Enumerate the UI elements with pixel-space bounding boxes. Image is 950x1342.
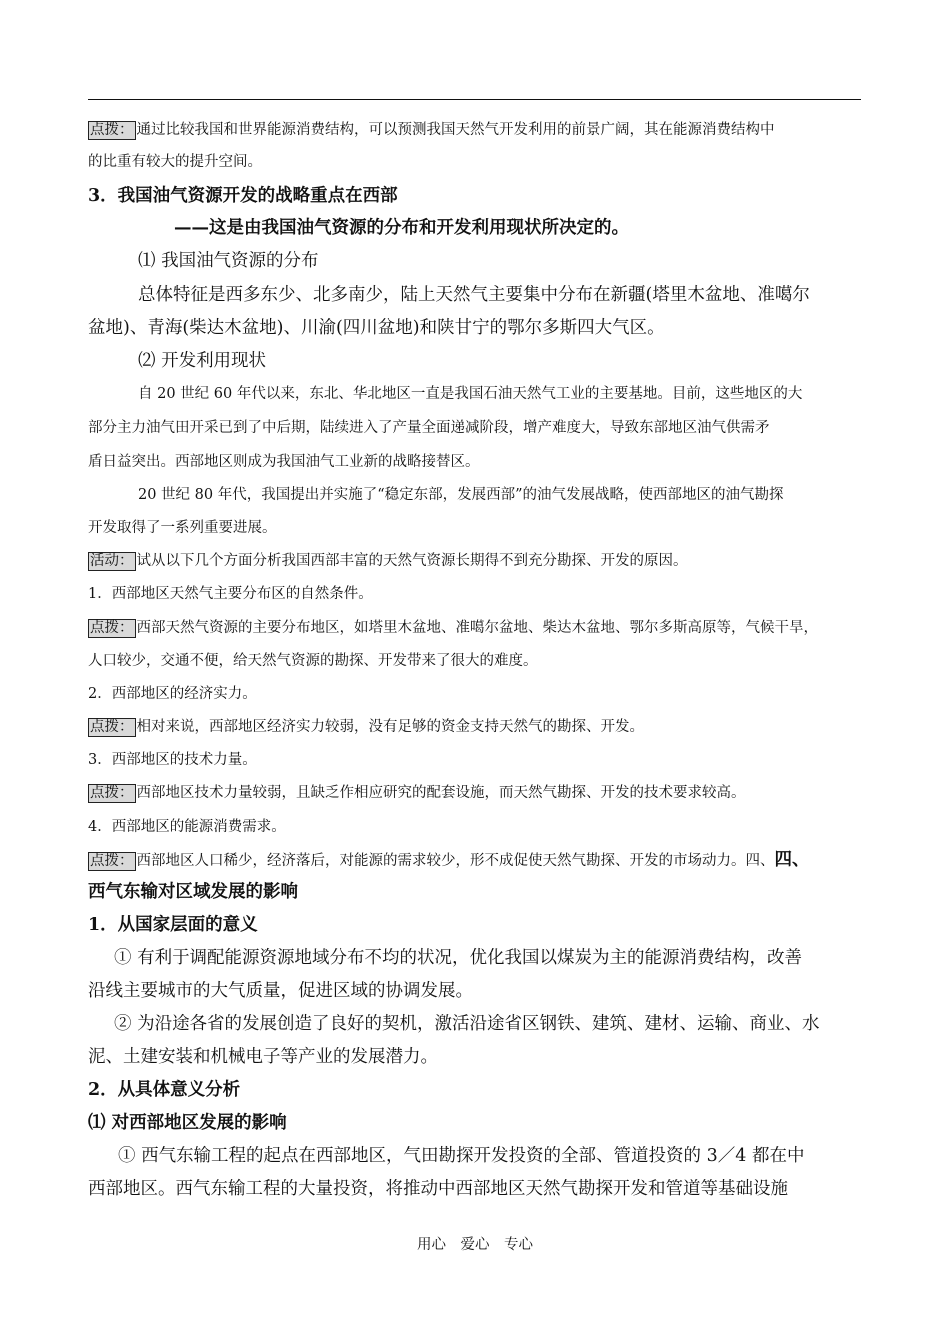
hint-paragraph: 点拨： 通过比较我国和世界能源消费结构，可以预测我国天然气开发利用的前景广阔，其在能源消费结构中: [90, 122, 775, 138]
national-point-1: ① 有利于调配能源资源地域分布不均的状况，优化我国以煤炭为主的能源消费结构，改善: [114, 948, 803, 968]
answer-1-cont: 人口较少，交通不便，给天然气资源的勘探、开发带来了很大的难度。: [88, 653, 538, 669]
west-point-1-cont: 西部地区。西气东输工程的大量投资，将推动中西部地区天然气勘探开发和管道等基础设施: [88, 1179, 788, 1199]
subheading-current: ⑵ 开发利用现状: [138, 351, 267, 371]
distribution-text-cont: 盆地)、青海(柴达木盆地)、川渝(四川盆地)和陕甘宁的鄂尔多斯四大气区。: [88, 318, 665, 338]
question-2: 2．西部地区的经济实力。: [88, 686, 257, 702]
answer-1: 点拨： 西部天然气资源的主要分布地区，如塔里木盆地、准噶尔盆地、柴达木盆地、鄂尔多斯高原等，气候干旱，: [90, 620, 818, 636]
hint-paragraph-cont: 的比重有较大的提升空间。: [88, 154, 262, 170]
hint-tag: 点拨：: [90, 122, 134, 138]
heading-specific: 2．从具体意义分析: [88, 1080, 241, 1100]
current-text-cont: 部分主力油气田开采已到了中后期，陆续进入了产量全面递减阶段，增产难度大，导致东部地区油气供需矛: [88, 420, 770, 436]
heading-national: 1．从国家层面的意义: [88, 915, 258, 935]
question-1: 1．西部地区天然气主要分布区的自然条件。: [88, 586, 373, 602]
page-footer: 用心 爱心 专心: [417, 1237, 533, 1253]
current-text: 自 20 世纪 60 年代以来，东北、华北地区一直是我国石油天然气工业的主要基地。目前，这些地区的大: [138, 386, 803, 402]
national-point-2-cont: 泥、土建安装和机械电子等产业的发展潜力。: [88, 1047, 438, 1067]
section-heading-3: 3．我国油气资源开发的战略重点在西部: [88, 186, 398, 206]
activity-paragraph: 活动： 试从以下几个方面分析我国西部丰富的天然气资源长期得不到充分勘探、开发的原因。: [90, 553, 688, 569]
heading-west-impact: ⑴ 对西部地区发展的影响: [88, 1113, 287, 1133]
hint-tag: 点拨：: [90, 853, 134, 869]
current-80s-text-cont: 开发取得了一系列重要进展。: [88, 520, 277, 536]
question-3: 3．西部地区的技术力量。: [88, 752, 257, 768]
section-subtitle: ——这是由我国油气资源的分布和开发利用现状所决定的。: [174, 218, 629, 238]
answer-3: 点拨： 西部地区技术力量较弱，且缺乏作相应研究的配套设施，而天然气勘探、开发的技术要求较高。: [90, 785, 746, 801]
question-4: 4．西部地区的能源消费需求。: [88, 819, 286, 835]
answer-4: 点拨： 西部地区人口稀少，经济落后，对能源的需求较少，形不成促使天然气勘探、开发的市场动力。四、四、: [90, 850, 810, 870]
national-point-1-cont: 沿线主要城市的大气质量，促进区域的协调发展。: [88, 981, 473, 1001]
answer-2: 点拨： 相对来说，西部地区经济实力较弱，没有足够的资金支持天然气的勘探、开发。: [90, 719, 644, 735]
west-point-1: ① 西气东输工程的起点在西部地区，气田勘探开发投资的全部、管道投资的 3／4 都在中: [118, 1146, 805, 1166]
current-text-cont: 盾日益突出。西部地区则成为我国油气工业新的战略接替区。: [88, 454, 480, 470]
activity-tag: 活动：: [90, 553, 134, 569]
current-80s-text: 20 世纪 80 年代，我国提出并实施了“稳定东部，发展西部”的油气发展战略，使西部地区的油气勘探: [138, 487, 784, 503]
subheading-distribution: ⑴ 我国油气资源的分布: [138, 251, 319, 271]
hint-tag: 点拨：: [90, 620, 134, 636]
national-point-2: ② 为沿途各省的发展创造了良好的契机，激活沿途省区钢铁、建筑、建材、运输、商业、水: [114, 1014, 820, 1034]
distribution-text: 总体特征是西多东少、北多南少，陆上天然气主要集中分布在新疆(塔里木盆地、准噶尔: [138, 285, 810, 305]
section-heading-4: 西气东输对区域发展的影响: [88, 882, 298, 902]
header-rule: [88, 99, 861, 100]
hint-tag: 点拨：: [90, 719, 134, 735]
hint-tag: 点拨：: [90, 785, 134, 801]
